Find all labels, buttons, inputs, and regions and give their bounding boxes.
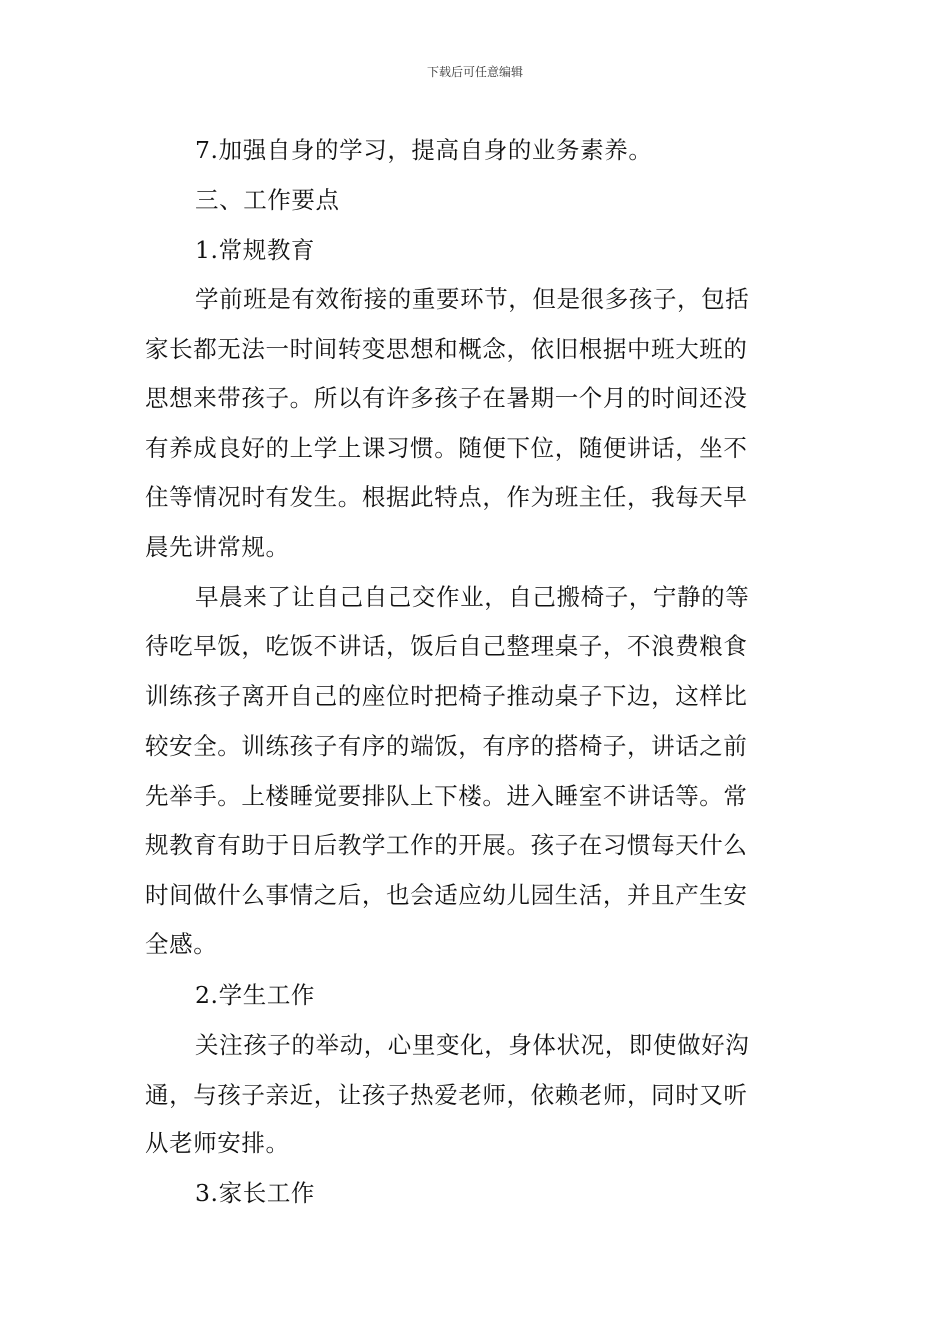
page-header: 下载后可任意编辑 (426, 65, 523, 79)
paragraph-line: 时间做什么事情之后，也会适应幼儿园生活，并且产生安 (145, 881, 748, 909)
paragraph-line: 全感。 (145, 930, 218, 958)
paragraph-line: 规教育有助于日后教学工作的开展。孩子在习惯每天什么 (145, 831, 748, 859)
paragraph-line: 训练孩子离开自己的座位时把椅子推动桌子下边，这样比 (145, 682, 748, 710)
subsection-heading-1: 1.常规教育 (195, 236, 316, 264)
paragraph-line: 较安全。训练孩子有序的端饭，有序的搭椅子，讲话之前 (145, 732, 748, 760)
list-item-7: 7.加强自身的学习，提高自身的业务素养。 (195, 136, 653, 164)
paragraph-line: 思想来带孩子。所以有许多孩子在暑期一个月的时间还没 (145, 384, 748, 412)
paragraph-line: 待吃早饭，吃饭不讲话，饭后自己整理桌子，不浪费粮食 (145, 632, 748, 660)
paragraph-line: 有养成良好的上学上课习惯。随便下位，随便讲话，坐不 (145, 434, 748, 462)
paragraph-line: 通，与孩子亲近，让孩子热爱老师，依赖老师，同时又听 (145, 1081, 748, 1109)
paragraph-line: 晨先讲常规。 (145, 533, 290, 561)
paragraph-line: 住等情况时有发生。根据此特点，作为班主任，我每天早 (145, 483, 748, 511)
paragraph-line: 学前班是有效衔接的重要环节，但是很多孩子，包括 (195, 285, 750, 313)
paragraph-line: 关注孩子的举动，心里变化，身体状况，即使做好沟 (195, 1031, 750, 1059)
subsection-heading-2: 2.学生工作 (195, 981, 316, 1009)
paragraph-line: 从老师安排。 (145, 1129, 290, 1157)
paragraph-line: 先举手。上楼睡觉要排队上下楼。进入睡室不讲话等。常 (145, 782, 748, 810)
paragraph-line: 家长都无法一时间转变思想和概念，依旧根据中班大班的 (145, 335, 748, 363)
section-heading: 三、工作要点 (195, 186, 340, 214)
subsection-heading-3: 3.家长工作 (195, 1179, 316, 1207)
paragraph-line: 早晨来了让自己自己交作业，自己搬椅子，宁静的等 (195, 583, 750, 611)
